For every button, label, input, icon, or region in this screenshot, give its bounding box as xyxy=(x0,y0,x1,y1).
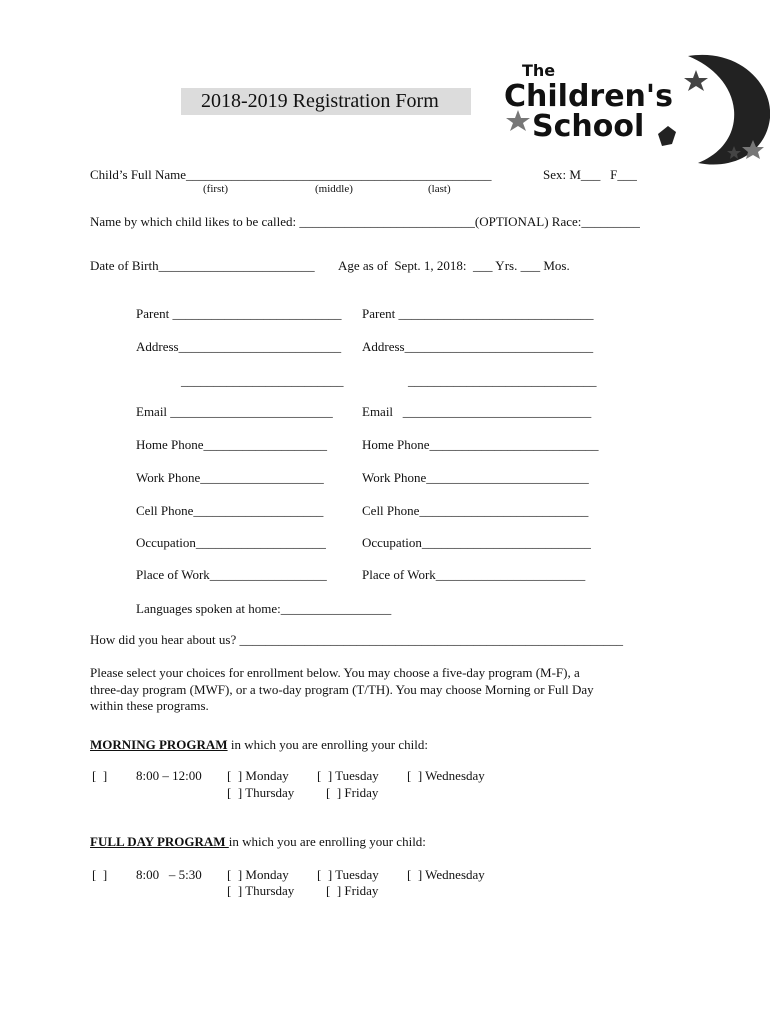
fullday-monday-checkbox[interactable]: [ ] Monday xyxy=(227,867,289,882)
parent1-email-field[interactable]: Email _________________________ xyxy=(136,404,333,419)
logo-text-school: School xyxy=(532,109,645,144)
morning-tuesday-checkbox[interactable]: [ ] Tuesday xyxy=(317,768,379,783)
morning-checkbox[interactable]: [ ] xyxy=(92,768,108,783)
fullday-time: 8:00 – 5:30 xyxy=(136,867,202,882)
parent2-name-field[interactable]: Parent ______________________________ xyxy=(362,306,594,321)
languages-field[interactable]: Languages spoken at home:_________________ xyxy=(136,601,392,616)
parent2-email-field[interactable]: Email _____________________________ xyxy=(362,404,592,419)
middle-label: (middle) xyxy=(315,183,353,195)
parent1-cell-phone-field[interactable]: Cell Phone____________________ xyxy=(136,503,324,518)
fullday-checkbox[interactable]: [ ] xyxy=(92,867,108,882)
morning-program-heading xyxy=(90,737,428,753)
parent2-address-field[interactable]: Address_____________________________ xyxy=(362,339,594,354)
parent1-name-field[interactable]: Parent __________________________ xyxy=(136,306,342,321)
morning-program-subtitle: in which you are enrolling your child: xyxy=(227,737,428,752)
morning-time: 8:00 – 12:00 xyxy=(136,768,202,783)
last-label: (last) xyxy=(428,183,451,195)
fullday-program-title: FULL DAY PROGRAM xyxy=(90,834,229,849)
referral-field[interactable]: How did you hear about us? ___________________________________________________________ xyxy=(90,632,623,647)
sex-field[interactable]: Sex: M___ F___ xyxy=(543,167,637,182)
parent1-address-field[interactable]: Address_________________________ xyxy=(136,339,342,354)
morning-monday-checkbox[interactable]: [ ] Monday xyxy=(227,768,289,783)
parent1-workplace-field[interactable]: Place of Work__________________ xyxy=(136,567,327,582)
morning-friday-checkbox[interactable]: [ ] Friday xyxy=(326,785,379,800)
logo-text-the: The xyxy=(522,61,556,80)
enrollment-instructions: Please select your choices for enrollment below. You may choose a five-day program (M-F), a three-day program (MWF), or a two-day program (T/TH). You may choose Morning or Full Day within these programs. xyxy=(90,665,594,713)
age-field[interactable]: Age as of Sept. 1, 2018: ___ Yrs. ___ Mos. xyxy=(338,258,570,273)
parent2-address2-field[interactable]: _____________________________ xyxy=(408,373,597,388)
fullday-program-subtitle: in which you are enrolling your child: xyxy=(228,834,426,849)
fullday-wednesday-checkbox[interactable]: [ ] Wednesday xyxy=(407,867,485,882)
logo-text-childrens: Children's xyxy=(504,79,673,114)
parent1-work-phone-field[interactable]: Work Phone___________________ xyxy=(136,470,324,485)
parent2-work-phone-field[interactable]: Work Phone_________________________ xyxy=(362,470,589,485)
parent1-home-phone-field[interactable]: Home Phone___________________ xyxy=(136,437,328,452)
morning-program-title: MORNING PROGRAM xyxy=(90,737,228,752)
fullday-thursday-checkbox[interactable]: [ ] Thursday xyxy=(227,883,295,898)
morning-thursday-checkbox[interactable]: [ ] Thursday xyxy=(227,785,295,800)
parent1-address2-field[interactable]: _________________________ xyxy=(181,373,344,388)
star-icon xyxy=(684,70,708,91)
first-label: (first) xyxy=(203,183,229,195)
fullday-program-heading xyxy=(90,834,426,850)
date-of-birth-field[interactable]: Date of Birth________________________ xyxy=(90,258,315,273)
parent2-cell-phone-field[interactable]: Cell Phone__________________________ xyxy=(362,503,589,518)
parent2-workplace-field[interactable]: Place of Work_______________________ xyxy=(362,567,586,582)
fullday-friday-checkbox[interactable]: [ ] Friday xyxy=(326,883,379,898)
form-title: 2018-2019 Registration Form xyxy=(201,90,439,112)
preferred-name-field[interactable]: Name by which child likes to be called: ___________________________(OPTIONAL) Race:_________ xyxy=(90,214,640,229)
school-logo xyxy=(498,48,770,168)
child-full-name-field[interactable]: Child’s Full Name_______________________________________________ xyxy=(90,167,492,182)
parent2-home-phone-field[interactable]: Home Phone__________________________ xyxy=(362,437,599,452)
parent1-occupation-field[interactable]: Occupation____________________ xyxy=(136,535,326,550)
fullday-tuesday-checkbox[interactable]: [ ] Tuesday xyxy=(317,867,379,882)
parent2-occupation-field[interactable]: Occupation__________________________ xyxy=(362,535,591,550)
morning-wednesday-checkbox[interactable]: [ ] Wednesday xyxy=(407,768,485,783)
